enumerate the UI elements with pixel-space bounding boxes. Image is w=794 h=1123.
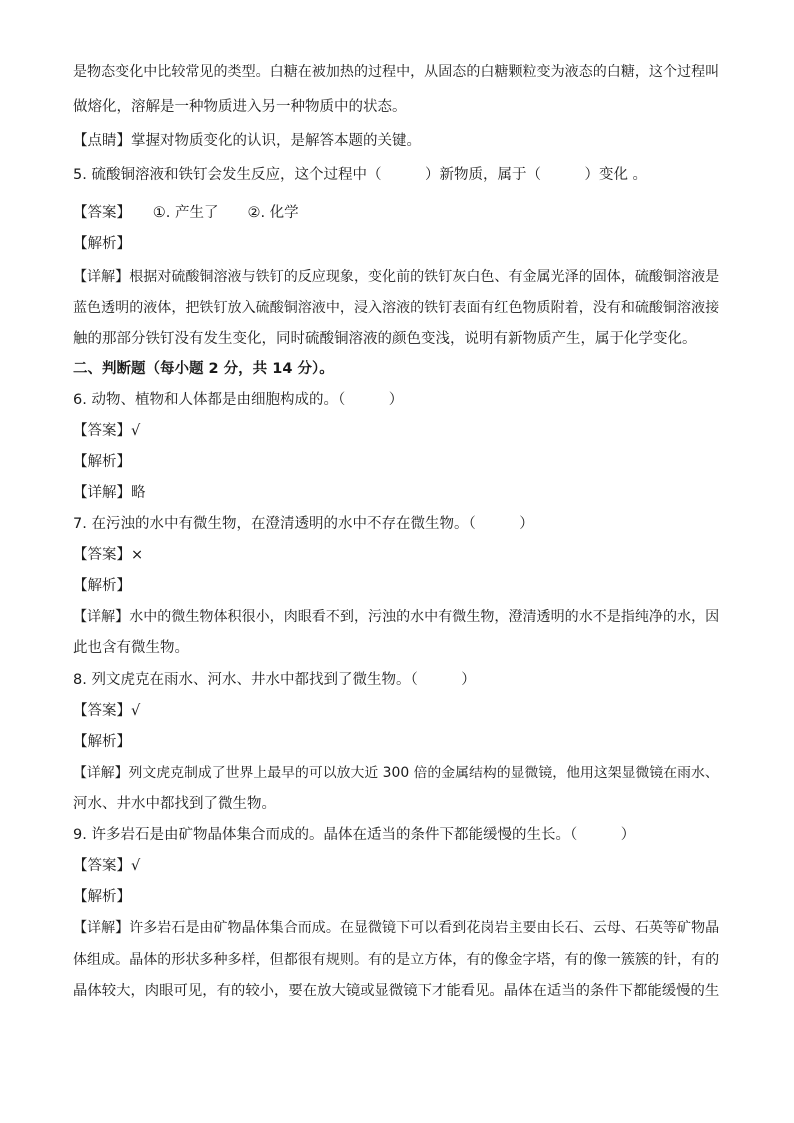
text-line: 做熔化，溶解是一种物质进入另一种物质中的状态。 xyxy=(73,99,407,115)
question-8: 8. 列文虎克在雨水、河水、井水中都找到了微生物。（ ） xyxy=(73,672,476,688)
detail-line: 【详解】根据对硫酸铜溶液与铁钉的反应现象，变化前的铁钉灰白色、有金属光泽的固体，硫酸铜溶液是 xyxy=(73,269,720,285)
answer-line: 【答案】√ xyxy=(73,703,141,719)
text-line: 晶体较大，肉眼可见，有的较小，要在放大镜或显微镜下才能看见。晶体在适当的条件下都能缓慢的生 xyxy=(73,983,720,999)
text-line: 蓝色透明的液体，把铁钉放入硫酸铜溶液中，浸入溶液的铁钉表面有红色物质附着，没有和硫酸铜溶液接 xyxy=(73,300,720,316)
text-line: 体组成。晶体的形状多种多样，但都很有规则。有的是立方体，有的像金字塔，有的像一簇簇的针，有的 xyxy=(73,952,720,968)
analysis-label: 【解析】 xyxy=(73,454,131,470)
answer-line: 【答案】√ xyxy=(73,423,141,439)
analysis-label: 【解析】 xyxy=(73,236,131,252)
section-heading: 二、判断题（每小题 2 分，共 14 分）。 xyxy=(73,361,334,377)
question-5: 5. 硫酸铜溶液和铁钉会发生反应，这个过程中（ ）新物质，属于（ ）变化 。 xyxy=(73,167,648,183)
detail-line: 【详解】许多岩石是由矿物晶体集合而成。在显微镜下可以看到花岗岩主要由长石、云母、石英等矿物晶 xyxy=(73,920,720,936)
tip-line: 【点睛】掌握对物质变化的认识，是解答本题的关键。 xyxy=(73,133,421,149)
detail-line: 【详解】水中的微生物体积很小，肉眼看不到，污浊的水中有微生物，澄清透明的水不是指纯净的水，因 xyxy=(73,609,720,625)
text-line: 此也含有微生物。 xyxy=(73,640,189,656)
analysis-label: 【解析】 xyxy=(73,734,131,750)
analysis-label: 【解析】 xyxy=(73,578,131,594)
question-7: 7. 在污浊的水中有微生物，在澄清透明的水中不存在微生物。（ ） xyxy=(73,516,534,532)
answer-line: 【答案】√ xyxy=(73,858,141,874)
question-9: 9. 许多岩石是由矿物晶体集合而成的。晶体在适当的条件下都能缓慢的生长。（ ） xyxy=(73,827,636,843)
text-line: 河水、井水中都找到了微生物。 xyxy=(73,796,276,812)
question-6: 6. 动物、植物和人体都是由细胞构成的。（ ） xyxy=(73,392,404,408)
text-line: 是物态变化中比较常见的类型。白糖在被加热的过程中，从固态的白糖颗粒变为液态的白糖，这个过程叫 xyxy=(73,64,720,80)
text-line: 触的那部分铁钉没有发生变化，同时硫酸铜溶液的颜色变浅，说明有新物质产生，属于化学变化。 xyxy=(73,331,697,347)
answer-line: 【答案】× xyxy=(73,547,144,563)
detail-line: 【详解】列文虎克制成了世界上最早的可以放大近 300 倍的金属结构的显微镜，他用这架显微镜在雨水、 xyxy=(73,765,719,781)
detail-line: 【详解】略 xyxy=(73,485,146,501)
answer-line: 【答案】 ①. 产生了 ②. 化学 xyxy=(73,205,299,221)
analysis-label: 【解析】 xyxy=(73,889,131,905)
